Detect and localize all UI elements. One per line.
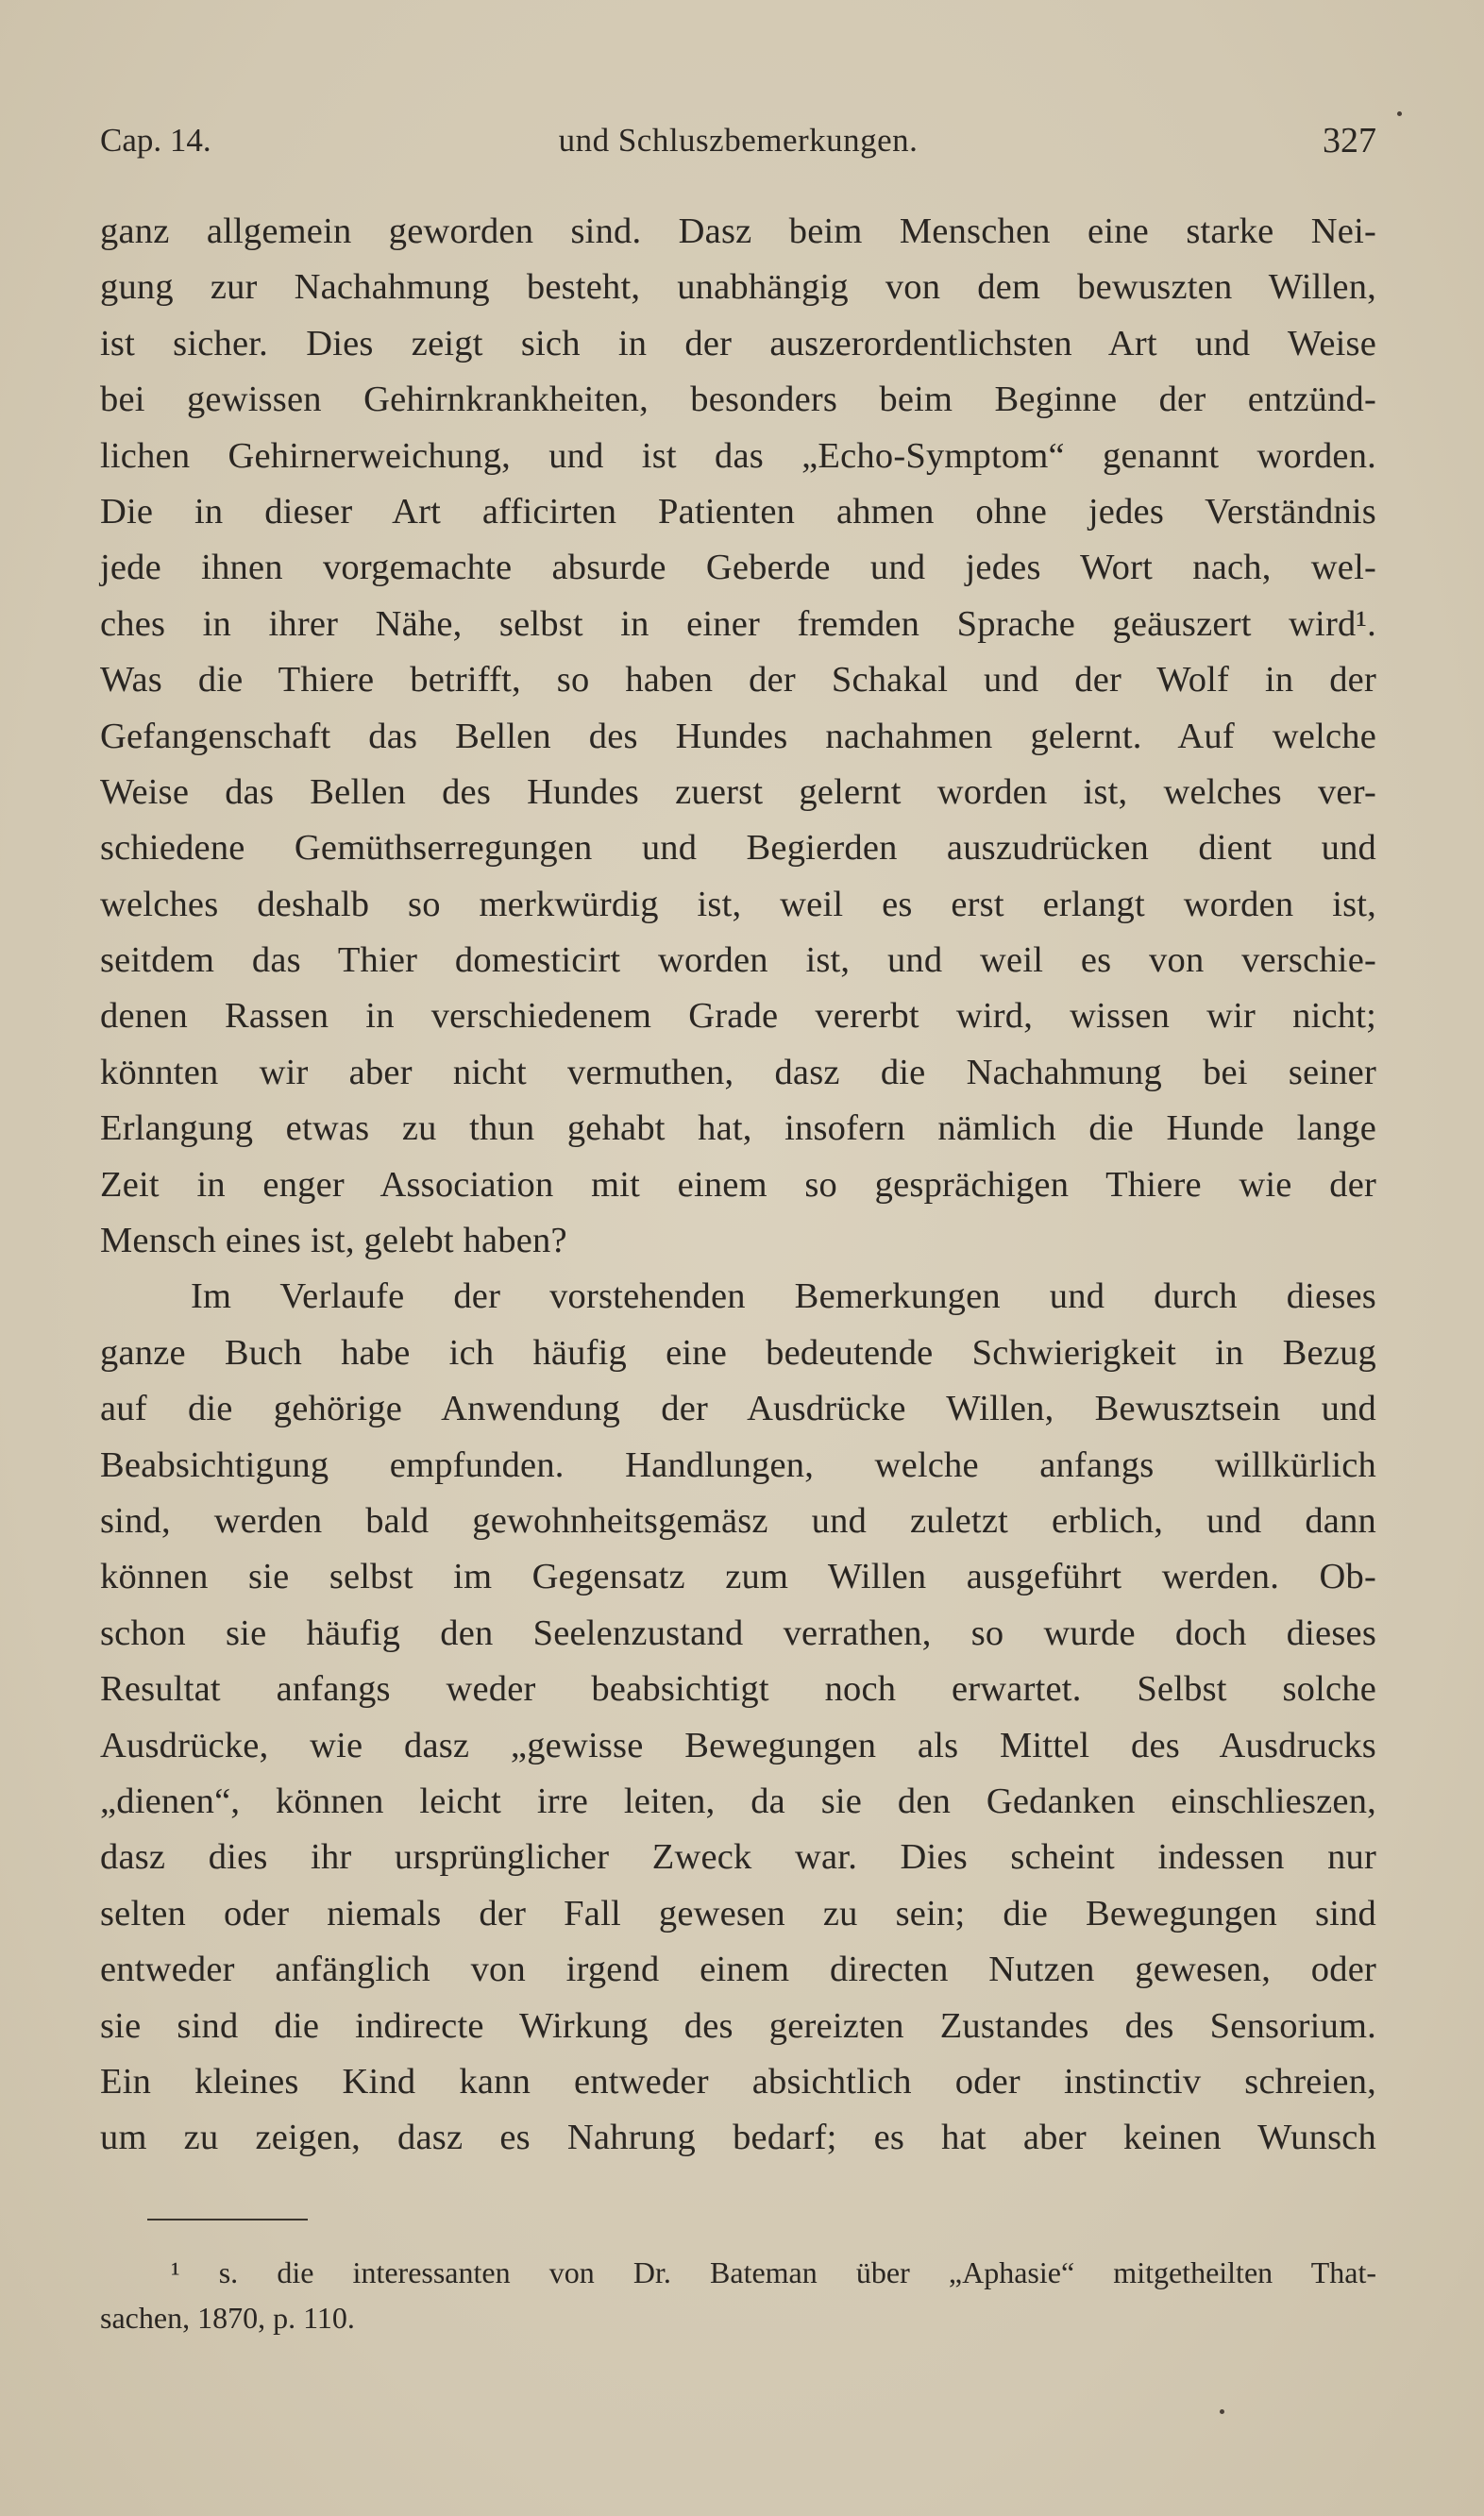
ink-speck (1397, 111, 1402, 116)
text-line: dasz dies ihr ursprünglicher Zweck war. Dies scheint indessen nur (100, 1837, 1376, 1878)
text-line: gung zur Nachahmung besteht, unabhängig von dem bewuszten Willen, (100, 267, 1376, 308)
main-text (100, 204, 1376, 2167)
text-line: ches in ihrer Nähe, selbst in einer fremden Sprache geäuszert wird¹. (100, 603, 1376, 644)
text-line: denen Rassen in verschiedenem Grade vererbt wird, wissen wir nicht; (100, 996, 1376, 1037)
text-line: Was die Thiere betrifft, so haben der Schakal und der Wolf in der (100, 660, 1376, 701)
text-line: welches deshalb so merkwürdig ist, weil es erst erlangt worden ist, (100, 884, 1376, 924)
running-title: und Schluszbemerkungen. (558, 122, 919, 159)
footnote (100, 2250, 1376, 2340)
paragraph (100, 1269, 1376, 2166)
text-line: schiedene Gemüthserregungen und Begierden auszudrücken dient und (100, 828, 1376, 869)
text-line: auf die gehörige Anwendung der Ausdrücke Willen, Bewusztsein und (100, 1389, 1376, 1429)
page-number: 327 (1323, 121, 1376, 160)
text-line: Resultat anfangs weder beabsichtigt noch erwartet. Selbst solche (100, 1669, 1376, 1710)
running-head (100, 117, 1376, 164)
footnote-line: ¹ s. die interessanten von Dr. Bateman über „Aphasie“ mitgetheilten That- (171, 2255, 1376, 2289)
text-line: Mensch eines ist, gelebt haben? (100, 1221, 567, 1261)
footnote-divider (147, 2219, 308, 2220)
text-line: schon sie häufig den Seelenzustand verrathen, so wurde doch dieses (100, 1613, 1376, 1653)
text-line: Gefangenschaft das Bellen des Hundes nachahmen gelernt. Auf welche (100, 716, 1376, 756)
text-line: Weise das Bellen des Hundes zuerst gelernt worden ist, welches ver- (100, 771, 1376, 812)
text-line: ist sicher. Dies zeigt sich in der auszerordentlichsten Art und Weise (100, 323, 1376, 363)
text-line: sind, werden bald gewohnheitsgemäsz und zuletzt erblich, und dann (100, 1500, 1376, 1541)
text-line: ganze Buch habe ich häufig eine bedeutende Schwierigkeit in Bezug (100, 1332, 1376, 1373)
text-line: seitdem das Thier domesticirt worden ist, und weil es von verschie- (100, 940, 1376, 981)
text-line: entweder anfänglich von irgend einem directen Nutzen gewesen, oder (100, 1950, 1376, 1990)
text-line: bei gewissen Gehirnkrankheiten, besonders beim Beginne der entzünd- (100, 380, 1376, 420)
text-line: selten oder niemals der Fall gewesen zu sein; die Bewegungen sind (100, 1893, 1376, 1933)
text-line: sie sind die indirecte Wirkung des gereizten Zustandes des Sensorium. (100, 2005, 1376, 2046)
text-line: „dienen“, können leicht irre leiten, da sie den Gedanken einschlieszen, (100, 1781, 1376, 1821)
text-line: Zeit in enger Association mit einem so gesprächigen Thiere wie der (100, 1164, 1376, 1205)
text-line: Erlangung etwas zu thun gehabt hat, insofern nämlich die Hunde lange (100, 1108, 1376, 1149)
chapter-label: Cap. 14. (100, 122, 211, 159)
text-line: Die in dieser Art afficirten Patienten ahmen ohne jedes Verständnis (100, 491, 1376, 532)
text-line: Beabsichtigung empfunden. Handlungen, welche anfangs willkürlich (100, 1444, 1376, 1485)
text-line: Ausdrücke, wie dasz „gewisse Bewegungen als Mittel des Ausdrucks (100, 1725, 1376, 1765)
paragraph (100, 204, 1376, 1269)
text-line: ganz allgemein geworden sind. Dasz beim Menschen eine starke Nei- (100, 211, 1376, 251)
text-line: Im Verlaufe der vorstehenden Bemerkungen und durch dieses (191, 1276, 1376, 1317)
text-line: können sie selbst im Gegensatz zum Willen ausgeführt werden. Ob- (100, 1557, 1376, 1597)
text-line: könnten wir aber nicht vermuthen, dasz die Nachahmung bei seiner (100, 1052, 1376, 1092)
text-line: um zu zeigen, dasz es Nahrung bedarf; es hat aber keinen Wunsch (100, 2118, 1376, 2158)
ink-speck (1220, 2409, 1224, 2414)
text-line: lichen Gehirnerweichung, und ist das „Echo-Symptom“ genannt worden. (100, 435, 1376, 476)
footnote-line: sachen, 1870, p. 110. (100, 2301, 355, 2335)
text-line: Ein kleines Kind kann entweder absichtlich oder instinctiv schreien, (100, 2061, 1376, 2102)
text-line: jede ihnen vorgemachte absurde Geberde und jedes Wort nach, wel- (100, 548, 1376, 588)
